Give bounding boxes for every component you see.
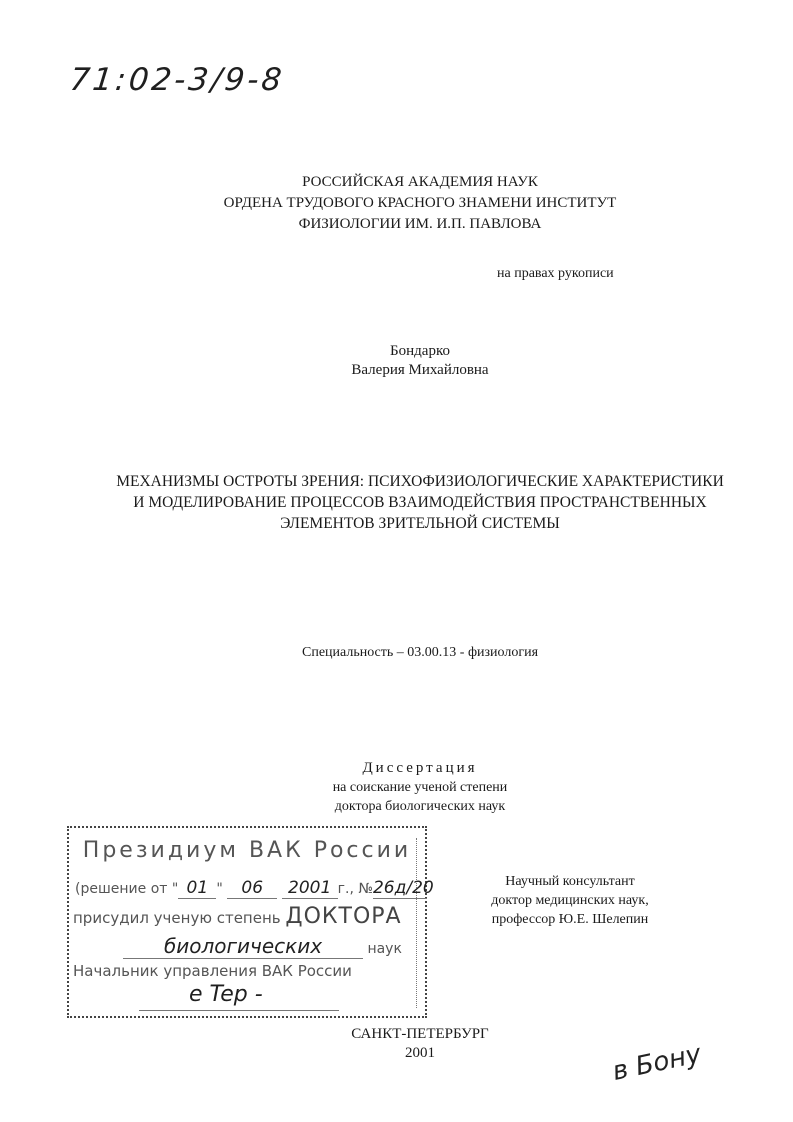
stamp-year-field [282, 878, 338, 899]
stamp-number: 26д/20 [372, 878, 434, 898]
stamp-day: 01 [186, 878, 209, 898]
dissertation-line-2: на соискание ученой степени [332, 780, 508, 795]
title-line-2: И МОДЕЛИРОВАНИЕ ПРОЦЕССОВ ВЗАИМОДЕЙСТВИЯ ПРОСТРАНСТВЕННЫХ [133, 494, 707, 511]
author-surname: Бондарко [390, 343, 450, 359]
stamp-day-field [178, 878, 216, 899]
bottom-handwritten-note: в Бону [609, 1039, 704, 1087]
title-line-1: МЕХАНИЗМЫ ОСТРОТЫ ЗРЕНИЯ: ПСИХОФИЗИОЛОГИЧЕСКИЕ ХАРАКТЕРИСТИКИ [116, 473, 724, 490]
specialty: Специальность – 03.00.13 - физиология [301, 645, 539, 660]
stamp-year-suffix: г., [337, 881, 354, 897]
stamp-signature-line [139, 1010, 339, 1011]
stamp-awarded [73, 904, 402, 929]
author-block [240, 342, 600, 380]
consultant-block [445, 872, 695, 929]
stamp-signature: e Tep - [189, 982, 263, 1007]
stamp-head: Начальник управления ВАК России [73, 962, 352, 980]
vak-stamp [67, 826, 434, 1018]
stamp-science-row [123, 934, 402, 959]
stamp-year: 2001 [288, 878, 332, 898]
year: 2001 [405, 1045, 435, 1061]
institute-header [120, 172, 720, 235]
title-line-3: ЭЛЕМЕНТОВ ЗРИТЕЛЬНОЙ СИСТЕМЫ [280, 515, 560, 532]
consultant-line-3: профессор Ю.Е. Шелепин [491, 912, 649, 927]
dissertation-title [80, 471, 760, 534]
dissertation-line-3: доктора биологических наук [334, 799, 506, 814]
stamp-science-field [123, 934, 363, 959]
dissertation-block [220, 759, 620, 816]
stamp-science-handwritten: биологических [163, 934, 323, 958]
city-year-block [270, 1025, 570, 1063]
dissertation-label: Диссертация [362, 760, 478, 776]
stamp-science-suffix: наук [367, 941, 402, 957]
institute-line-2: ОРДЕНА ТРУДОВОГО КРАСНОГО ЗНАМЕНИ ИНСТИТУТ [223, 195, 617, 211]
institute-line-3: ФИЗИОЛОГИИ ИМ. И.П. ПАВЛОВА [298, 216, 542, 232]
stamp-decision-prefix: решение от [80, 881, 168, 897]
stamp-number-prefix: № [358, 881, 373, 897]
manuscript-note: на правах рукописи [497, 266, 614, 281]
archive-code-handwritten: 71:02-3/9-8 [68, 62, 287, 98]
author-given-names: Валерия Михайловна [351, 362, 489, 378]
consultant-line-1: Научный консультант [505, 874, 635, 889]
consultant-line-2: доктор медицинских наук, [491, 893, 649, 908]
stamp-decision: (решение от " 01 " 06 2001 г., №26д/20 [75, 878, 434, 898]
stamp-number-field [372, 878, 434, 899]
stamp-month: 06 [241, 878, 264, 898]
stamp-title: Президиум ВАК России [82, 838, 412, 863]
stamp-awarded-text: присудил ученую степень [73, 909, 281, 927]
stamp-month-field [227, 878, 277, 899]
city: САНКТ-ПЕТЕРБУРГ [351, 1026, 489, 1042]
institute-line-1: РОССИЙСКАЯ АКАДЕМИЯ НАУК [302, 174, 538, 190]
stamp-degree: ДОКТОРА [285, 904, 402, 929]
